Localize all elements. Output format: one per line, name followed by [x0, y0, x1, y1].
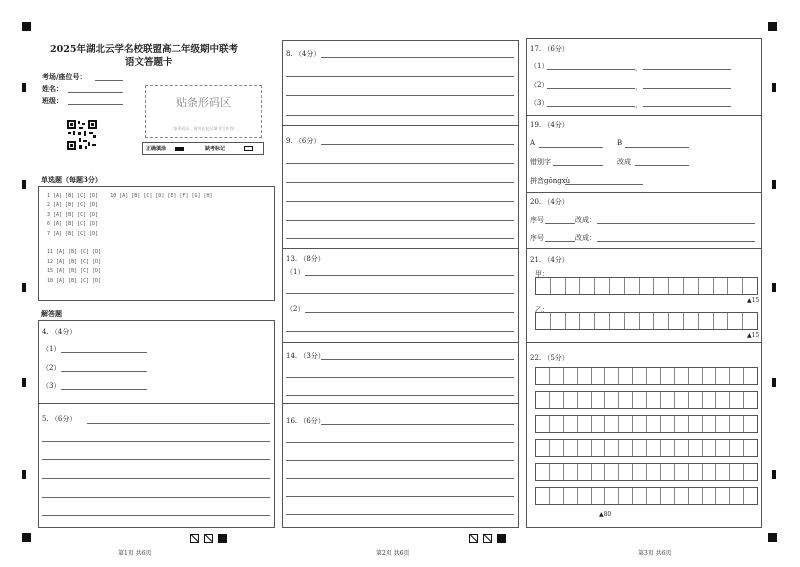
mc-row[interactable]: 11 [A] [B] [C] [D] — [47, 249, 102, 256]
timing-mark — [22, 378, 26, 387]
q21-jia-label: 甲： — [535, 270, 549, 278]
mc-answer-box — [38, 186, 275, 301]
q20-label: 20. （4分） — [530, 198, 569, 206]
q8-answer-line[interactable] — [286, 95, 514, 96]
timing-mark — [22, 283, 26, 292]
q16-answer-line[interactable] — [286, 442, 514, 443]
sheet-title: 2025年湖北云学名校联盟高二年级期中联考 — [50, 44, 238, 55]
q16-answer-line[interactable] — [286, 496, 514, 497]
q19-fix-label: 改成 — [617, 158, 631, 166]
q17-label: 17. （6分） — [530, 45, 569, 53]
q20-seq2-label: 序号 — [530, 234, 544, 242]
q17-box — [526, 38, 762, 116]
q22-grid-row[interactable] — [535, 487, 758, 505]
q5-answer-line[interactable] — [42, 497, 270, 498]
sheet-subtitle: 语文答题卡 — [125, 57, 173, 68]
q22-grid-row[interactable] — [535, 463, 758, 481]
name-label: 姓名： — [42, 84, 63, 93]
q8-box — [282, 40, 519, 126]
q16-answer-line[interactable] — [286, 460, 514, 461]
timing-mark — [772, 378, 776, 387]
q4-sub1-line[interactable] — [61, 352, 147, 353]
q5-answer-line[interactable] — [87, 423, 270, 424]
q17-answer-line[interactable] — [547, 106, 635, 107]
q16-answer-line[interactable] — [321, 424, 514, 425]
class-field[interactable] — [68, 104, 123, 105]
q19-pinyin-label: 拼音gōngxù — [530, 177, 571, 185]
page-marker-icon — [483, 534, 492, 543]
mc-answer-grid[interactable] — [47, 192, 213, 286]
q22-count: ▲80 — [599, 511, 612, 518]
q21-label: 21. （4分） — [530, 256, 569, 264]
q13-box — [282, 248, 519, 343]
mc-row[interactable]: 12 [A] [B] [C] [D] — [47, 258, 102, 265]
timing-mark — [22, 83, 26, 92]
q19-wrong-line[interactable] — [553, 165, 603, 166]
fill-example-panel — [142, 142, 264, 155]
q14-answer-line[interactable] — [321, 359, 514, 360]
q8-answer-line[interactable] — [286, 76, 514, 77]
q14-answer-line[interactable] — [286, 377, 514, 378]
corner-mark — [497, 534, 506, 543]
q19-box — [526, 115, 762, 193]
q17-sub1-label: （1） — [530, 62, 549, 70]
filled-bubble-icon — [175, 147, 184, 151]
mc-row[interactable]: 7 [A] [B] [C] [D] — [47, 230, 99, 237]
page-number: 第1页 共6页 — [118, 550, 152, 557]
q9-answer-line[interactable] — [286, 182, 514, 183]
q4-sub2-label: （2） — [42, 364, 61, 372]
mc-row[interactable]: 18 [A] [B] [C] [D] — [47, 277, 102, 284]
absent-checkbox[interactable] — [244, 146, 253, 151]
q17-sub2-label: （2） — [530, 81, 549, 89]
q19-a-line[interactable] — [539, 147, 603, 148]
q22-grid-row[interactable] — [535, 367, 758, 385]
timing-mark — [772, 83, 776, 92]
q22-grid-row[interactable] — [535, 415, 758, 433]
q16-answer-line[interactable] — [286, 478, 514, 479]
q19-fix-line[interactable] — [635, 165, 689, 166]
q19-a-label: A — [530, 139, 536, 147]
timing-mark — [772, 283, 776, 292]
q20-fix1-line[interactable] — [597, 223, 755, 224]
name-field[interactable] — [68, 92, 123, 93]
timing-mark — [22, 470, 26, 479]
q13-sub2-label: （2） — [286, 305, 305, 313]
q17-answer-line[interactable] — [643, 106, 731, 107]
q17-answer-line[interactable] — [643, 69, 731, 70]
q8-label: 8. （4分） — [286, 50, 321, 58]
mc-row[interactable]: 6 [A] [B] [C] [D] — [47, 221, 99, 228]
q21-yi-grid[interactable] — [535, 312, 758, 330]
q17-sub3-label: （3） — [530, 99, 549, 107]
timing-mark — [772, 470, 776, 479]
timing-mark — [22, 180, 26, 189]
q17-answer-line[interactable] — [643, 88, 731, 89]
mc-row[interactable]: 15 [A] [B] [C] [D] — [47, 268, 102, 275]
corner-mark — [22, 533, 31, 542]
seat-label: 考场/座位号： — [42, 72, 87, 81]
q4-sub1-label: （1） — [42, 345, 61, 353]
page-marker-icon — [469, 534, 478, 543]
q22-box — [526, 342, 762, 528]
q20-box — [526, 192, 762, 249]
page-marker-icon — [204, 534, 213, 543]
q21-jia-count: ▲15 — [747, 297, 760, 304]
q9-answer-line[interactable] — [286, 220, 514, 221]
seat-field[interactable] — [95, 80, 123, 81]
q5-answer-line[interactable] — [42, 478, 270, 479]
q13-label: 13. （8分） — [286, 255, 325, 263]
q17-answer-line[interactable] — [547, 69, 635, 70]
q4-sub2-line[interactable] — [61, 371, 147, 372]
q9-answer-line[interactable] — [286, 201, 514, 202]
q17-answer-line[interactable] — [547, 88, 635, 89]
q9-box — [282, 125, 519, 249]
q5-box — [38, 403, 275, 528]
q4-sub3-line[interactable] — [61, 389, 147, 390]
q8-answer-line[interactable] — [321, 57, 514, 58]
q19-b-label: B — [617, 139, 623, 147]
q4-box — [38, 320, 275, 404]
q14-label: 14. （3分） — [286, 352, 325, 360]
mc-row[interactable]: 1 [A] [B] [C] [D] 10 [A] [B] [C] [D] [E] [F] [G] [H] — [47, 193, 213, 199]
q19-pinyin-line[interactable] — [565, 184, 643, 185]
q17-comma: ， — [635, 101, 642, 109]
q8-answer-line[interactable] — [286, 115, 514, 116]
page-marker-icon — [190, 534, 199, 543]
q21-yi-count: ▲15 — [747, 332, 760, 339]
mc-row[interactable] — [47, 239, 213, 248]
q5-answer-line[interactable] — [42, 441, 270, 442]
q21-jia-grid[interactable] — [535, 277, 758, 295]
q9-answer-line[interactable] — [286, 163, 514, 164]
q13-answer-line[interactable] — [286, 293, 514, 294]
mc-row[interactable]: 3 [A] [B] [C] [D] — [47, 211, 99, 218]
q16-box — [282, 403, 519, 528]
page-number: 第2页 共6页 — [376, 550, 410, 557]
q20-seq2-line[interactable] — [545, 241, 575, 242]
q16-label: 16. （6分） — [286, 417, 325, 425]
q17-comma: ， — [635, 83, 642, 91]
q9-answer-line[interactable] — [286, 238, 514, 239]
mc-row[interactable]: 2 [A] [B] [C] [D] — [47, 202, 99, 209]
class-label: 班级： — [42, 96, 63, 105]
q20-fix1-label: 改成： — [575, 216, 596, 224]
corner-mark — [22, 22, 31, 31]
qr-code-icon — [67, 120, 97, 150]
q20-fix2-line[interactable] — [597, 241, 755, 242]
q16-answer-line[interactable] — [286, 514, 514, 515]
q21-yi-label: 乙： — [535, 306, 549, 314]
q20-seq1-label: 序号 — [530, 216, 544, 224]
q22-grid-row[interactable] — [535, 391, 758, 409]
q9-answer-line[interactable] — [321, 144, 514, 145]
q22-label: 22. （5分） — [530, 354, 569, 362]
mc-section-title: 单选题（每题3分） — [41, 175, 102, 184]
absent-mark-label: 缺考标记 — [205, 146, 226, 152]
q19-b-line[interactable] — [625, 147, 689, 148]
timing-mark — [772, 180, 776, 189]
q13-answer-line[interactable] — [286, 331, 514, 332]
q13-sub1-label: （1） — [286, 268, 305, 276]
q20-seq1-line[interactable] — [545, 223, 575, 224]
q22-grid-row[interactable] — [535, 439, 758, 457]
barcode-label: 贴条形码区 — [176, 96, 231, 109]
answer-section-title: 解答题 — [41, 309, 62, 318]
corner-mark — [768, 22, 777, 31]
q13-answer-line[interactable] — [305, 312, 514, 313]
corner-mark — [218, 534, 227, 543]
q5-answer-line[interactable] — [42, 515, 270, 516]
q5-label: 5. （6分） — [42, 415, 77, 423]
q13-answer-line[interactable] — [305, 275, 514, 276]
q4-label: 4. （4分） — [42, 328, 77, 336]
q19-label: 19. （4分） — [530, 121, 569, 129]
fill-correct-label: 正确填涂 — [146, 146, 167, 152]
q19-wrong-label: 错别字 — [530, 158, 551, 166]
corner-mark — [768, 533, 777, 542]
q20-fix2-label: 改成： — [575, 234, 596, 242]
q4-sub3-label: （3） — [42, 382, 61, 390]
q14-box — [282, 342, 519, 404]
page-number: 第3页 共6页 — [638, 550, 672, 557]
q21-box — [526, 248, 762, 343]
q17-comma: ， — [635, 64, 642, 72]
q5-answer-line[interactable] — [42, 459, 270, 460]
q14-answer-line[interactable] — [286, 395, 514, 396]
barcode-note: （条形码区，请勿在此区域书写作答） — [169, 126, 238, 131]
q9-label: 9. （6分） — [286, 137, 321, 145]
barcode-area — [145, 85, 262, 138]
